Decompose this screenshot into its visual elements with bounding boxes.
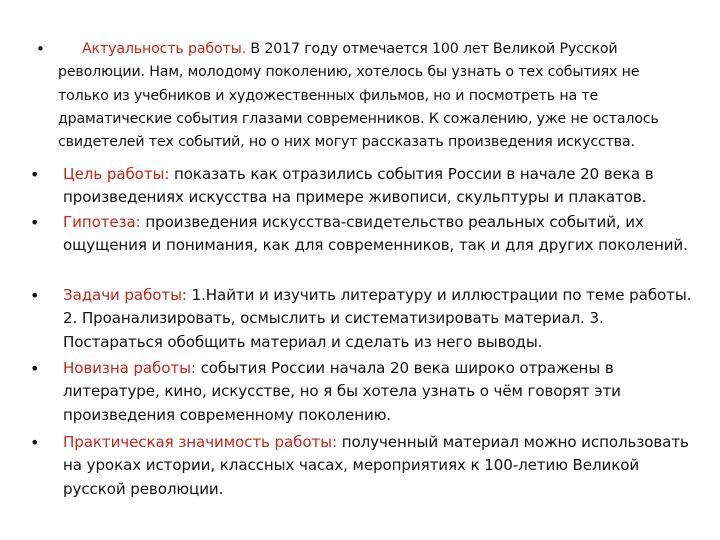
list-item-novelty — [30, 357, 703, 427]
bullet-marker: • — [30, 433, 40, 452]
list-item-goal — [30, 163, 703, 210]
item-text — [63, 211, 703, 258]
item-text — [63, 284, 703, 354]
bullet-marker: • — [30, 286, 40, 305]
item-term: Практическая значимость работы: — [63, 433, 337, 451]
item-text — [63, 163, 703, 210]
item-term: Цель работы: — [63, 165, 170, 183]
item-description: произведения искусства-свидетельство реальных событий, их ощущения и понимания, как для современников, так и для других поколений. — [63, 213, 688, 255]
item-term: Актуальность работы. — [82, 41, 247, 57]
item-description: показать как отразились события России в начале 20 века в произведениях искусства на примере живописи, скульптуры и плакатов. — [63, 165, 654, 207]
item-description: 1.Найти и изучить литературу и иллюстрации по теме работы. 2. Проанализировать, осмыслить и систематизировать материал. 3. Постараться обобщить материал и сделать из него выводы. — [63, 286, 692, 351]
bullet-marker: • — [36, 40, 45, 58]
bullet-marker: • — [30, 213, 40, 232]
item-description: В 2017 году отмечается 100 лет Великой Русской революции. Нам, молодому поколению, хотелось бы узнать о тех событиях не только из учебников и художественных фильмов, но и посмотреть на те драматические события глазами современников. К сожалению, уже не осталось свидетелей тех событий, но о них могут рассказать произведения искусства. — [58, 41, 659, 151]
item-term: Гипотеза: — [63, 213, 141, 231]
item-description: события России начала 20 века широко отражены в литературе, кино, искусстве, но я бы хотела узнать о чём говорят эти произведения современному поколению. — [63, 359, 621, 424]
item-description: полученный материал можно использовать на уроках истории, классных часах, мероприятиях к 100-летию Великой русской революции. — [63, 433, 689, 498]
list-item-practical-significance — [30, 431, 703, 501]
bullet-marker: • — [30, 165, 40, 184]
bullet-marker: • — [30, 359, 40, 378]
item-text — [63, 431, 703, 501]
item-term: Задачи работы: — [63, 286, 187, 304]
item-text — [63, 357, 703, 427]
list-item-tasks — [30, 284, 703, 354]
item-term: Новизна работы: — [63, 359, 196, 377]
list-item-hypothesis — [30, 211, 703, 258]
item-text — [58, 38, 690, 154]
list-item-relevance — [30, 38, 690, 154]
